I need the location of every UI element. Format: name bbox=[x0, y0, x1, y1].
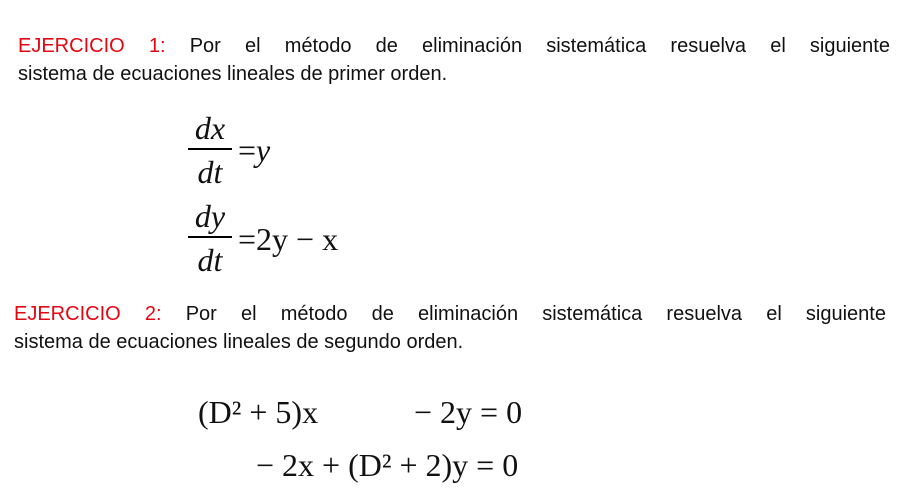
exercise-2-line-1 bbox=[14, 300, 886, 328]
equation-1-fraction bbox=[188, 108, 232, 192]
exercise-2-text-line-2: sistema de ecuaciones lineales de segundo orden. bbox=[14, 331, 464, 353]
exercise-2-text-line-1: Por el método de eliminación sistemática resuelva el siguiente bbox=[185, 303, 886, 325]
system-2-equation-2: − 2x + (D² + 2)y = 0 bbox=[256, 447, 519, 483]
system-2-equation-1-right: − 2y = 0 bbox=[414, 394, 523, 430]
exercise-2-label: EJERCICIO 2: bbox=[14, 303, 162, 325]
equation-2-fraction bbox=[188, 196, 232, 280]
equation-1-equals: = bbox=[238, 132, 257, 168]
exercise-1-label: EJERCICIO 1: bbox=[18, 35, 166, 57]
exercise-1-line-1 bbox=[18, 32, 890, 60]
fraction-bar bbox=[188, 148, 232, 150]
equation-1-numerator: dx bbox=[194, 110, 226, 146]
equation-2-equals: = bbox=[238, 221, 257, 257]
equation-2-denominator: dt bbox=[197, 242, 223, 278]
equation-1-right-side: y bbox=[256, 132, 271, 168]
exercise-1-text-line-1: Por el método de eliminación sistemática resuelva el siguiente bbox=[189, 35, 890, 57]
system-2-equation-1-left: (D² + 5)x bbox=[198, 394, 319, 430]
equation-1-denominator: dt bbox=[197, 154, 223, 190]
equation-2-numerator: dy bbox=[194, 198, 226, 234]
exercise-1-text-line-2: sistema de ecuaciones lineales de primer orden. bbox=[18, 63, 448, 85]
fraction-bar bbox=[188, 236, 232, 238]
equation-2-rhs bbox=[238, 221, 338, 257]
exercise-1-statement bbox=[18, 32, 890, 88]
equation-1-rhs bbox=[238, 132, 270, 168]
exercise-2-statement bbox=[14, 300, 886, 356]
equation-2-right-side: 2y − x bbox=[256, 221, 339, 257]
